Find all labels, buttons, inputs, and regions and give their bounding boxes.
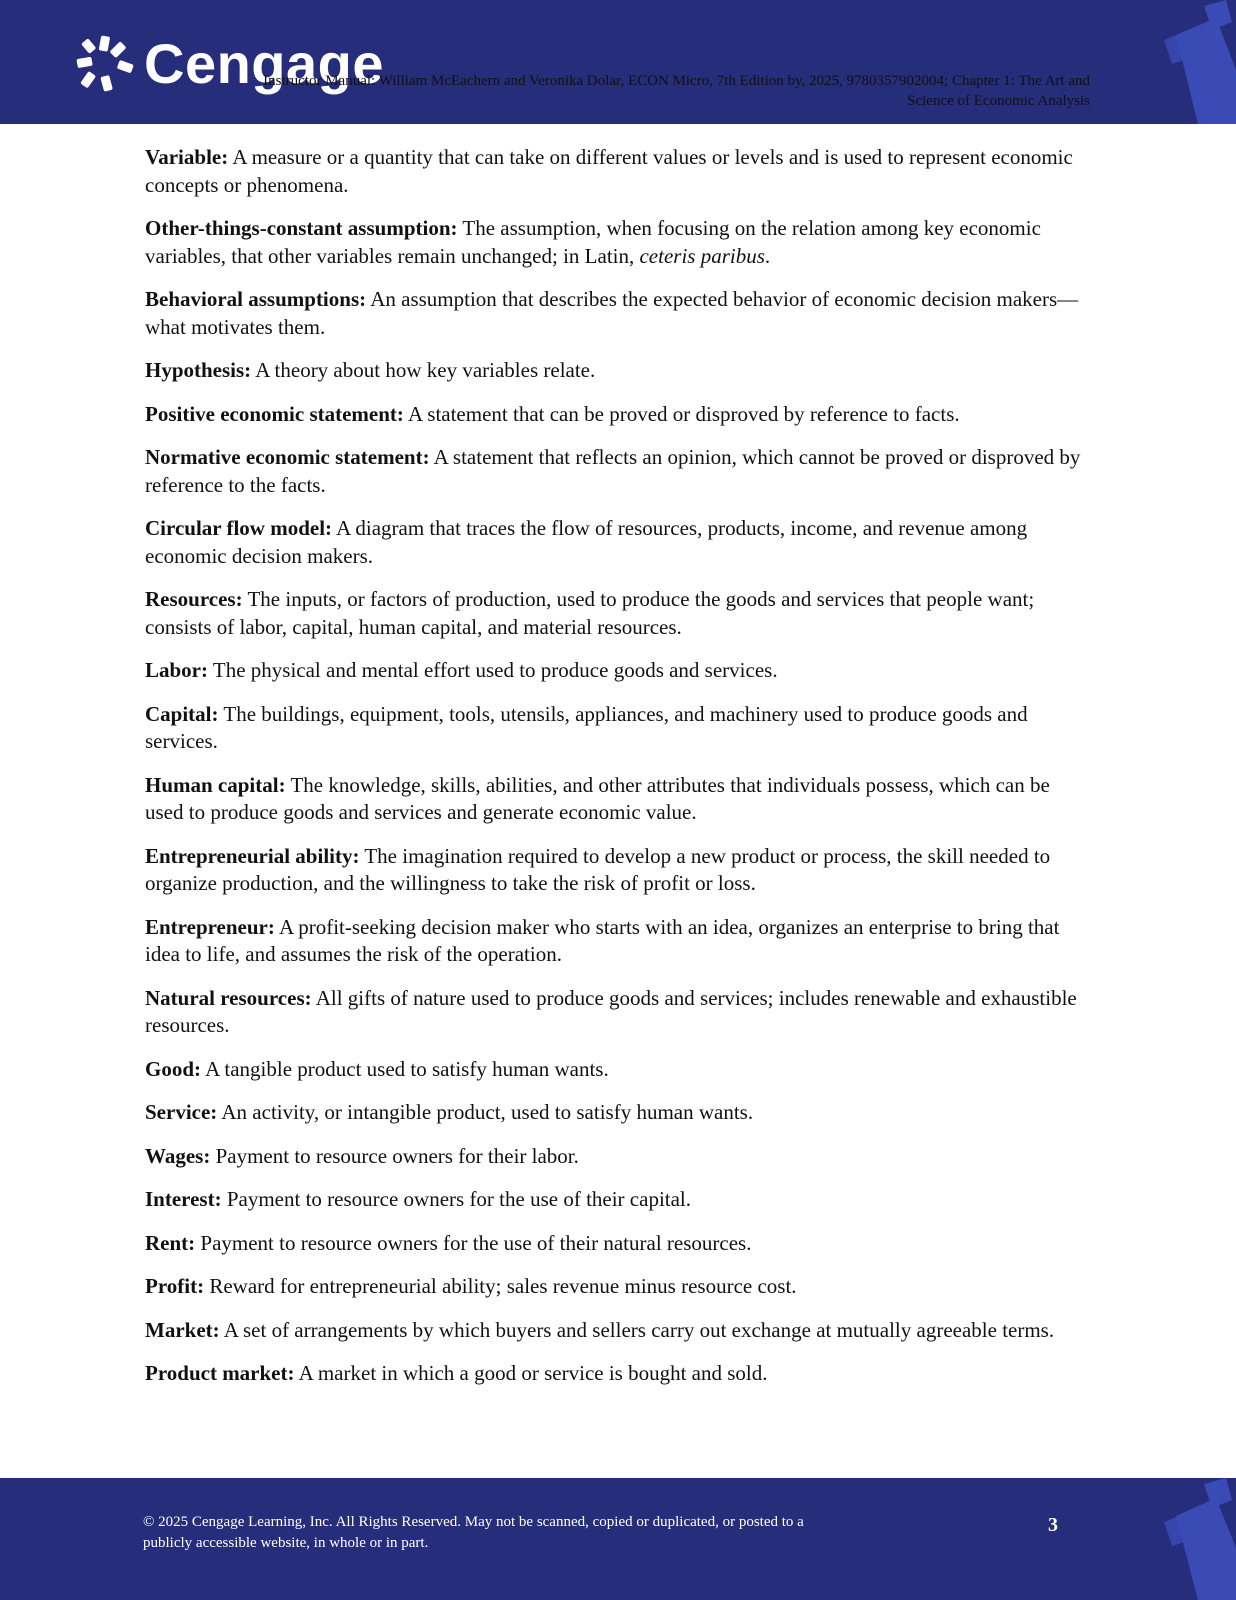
glossary-entry [145,843,1090,898]
glossary-term: Other-things-constant assumption: [145,216,458,240]
glossary-definition: The inputs, or factors of production, used to produce the goods and services that people want; consists of labor, capital, human capital, and material resources. [145,587,1035,639]
glossary-entry [145,515,1090,570]
glossary-definition: The assumption, when focusing on the relation among key economic variables, that other variables remain unchanged; in Latin, [145,216,1041,268]
glossary-term: Rent: [145,1230,196,1255]
glossary-definition: An assumption that describes the expected behavior of economic decision makers—what motivates them. [145,287,1079,339]
glossary-entry [145,1273,1090,1301]
glossary-list [145,144,1090,1404]
glossary-term: Entrepreneur: [145,914,275,939]
corner-decoration-icon [1146,0,1236,124]
glossary-entry [145,772,1090,827]
copyright-notice [143,1512,883,1554]
glossary-entry [145,701,1090,756]
glossary-entry [145,401,1090,429]
glossary-entry [145,215,1090,270]
glossary-definition: Payment to resource owners for their labor. [215,1143,579,1168]
footer-corner-decoration-icon [1146,1478,1236,1600]
glossary-definition: The knowledge, skills, abilities, and other attributes that individuals possess, which can be used to produce goods and services and generate economic value. [145,772,1050,824]
copyright-line-2: publicly accessible website, in whole or in part. [143,1535,429,1551]
glossary-entry [145,444,1090,499]
page-header [0,0,1236,124]
glossary-definition: A diagram that traces the flow of resources, products, income, and revenue among economic decision makers. [145,516,1028,568]
glossary-entry [145,286,1090,341]
glossary-term: Positive economic statement: [145,401,404,426]
glossary-term: Normative economic statement: [145,445,430,469]
glossary-end-punctuation: . [764,243,771,268]
glossary-term: Good: [145,1056,202,1081]
glossary-definition: Payment to resource owners for the use of their natural resources. [200,1230,752,1255]
glossary-entry [145,1143,1090,1171]
glossary-entry [145,985,1090,1040]
glossary-term: Market: [145,1317,220,1342]
glossary-italic-term: ceteris paribus [639,243,765,268]
glossary-entry [145,357,1090,385]
glossary-definition: The imagination required to develop a new product or process, the skill needed to organize production, and the willingness to take the risk of profit or loss. [145,843,1051,895]
glossary-entry [145,144,1090,199]
glossary-entry [145,657,1090,685]
glossary-term: Profit: [145,1274,205,1298]
brand-wordmark: Cengage [144,32,384,95]
glossary-definition: The physical and mental effort used to produce goods and services. [212,658,778,682]
glossary-term: Entrepreneurial ability: [145,843,360,868]
glossary-term: Circular flow model: [145,516,333,540]
glossary-term: Interest: [145,1187,222,1211]
glossary-definition: All gifts of nature used to produce goods and services; includes renewable and exhaustible resources. [145,985,1077,1037]
glossary-entry [145,1099,1090,1127]
glossary-definition: A statement that reflects an opinion, which cannot be proved or disproved by reference to the facts. [145,445,1081,497]
glossary-term: Hypothesis: [145,358,252,382]
glossary-term: Natural resources: [145,985,312,1010]
document-title-line-1: Instructor Manual: William McEachern and Veronika Dolar, ECON Micro, 7th Edition by, 2025, 9780357902004; Chapter 1: The Art and [263,73,1090,89]
glossary-definition: A market in which a good or service is bought and sold. [298,1361,768,1385]
glossary-term: Service: [145,1100,218,1124]
glossary-term: Wages: [145,1143,211,1168]
document-title [150,71,1090,111]
glossary-term: Capital: [145,701,219,726]
glossary-term: Behavioral assumptions: [145,287,367,311]
page-number: 3 [1048,1514,1058,1536]
glossary-entry [145,1230,1090,1258]
glossary-entry [145,586,1090,641]
document-title-line-2: Science of Economic Analysis [907,93,1090,109]
glossary-term: Resources: [145,587,243,611]
glossary-entry [145,1360,1090,1388]
glossary-definition: A theory about how key variables relate. [255,358,596,382]
glossary-term: Human capital: [145,772,286,797]
glossary-term: Labor: [145,658,208,682]
glossary-term: Variable: [145,145,229,169]
glossary-entry [145,1317,1090,1345]
glossary-definition: An activity, or intangible product, used to satisfy human wants. [221,1100,754,1124]
glossary-entry [145,914,1090,969]
page-footer [0,1478,1236,1600]
glossary-definition: Payment to resource owners for the use of their capital. [226,1187,692,1211]
glossary-definition: A profit-seeking decision maker who starts with an idea, organizes an enterprise to bring that idea to life, and assumes the risk of the operation. [145,914,1060,966]
glossary-entry [145,1186,1090,1214]
cengage-burst-icon [74,34,136,94]
glossary-definition: A statement that can be proved or disproved by reference to facts. [408,401,960,426]
glossary-definition: A measure or a quantity that can take on different values or levels and is used to represent economic concepts or phenomena. [145,145,1073,197]
copyright-line-1: © 2025 Cengage Learning, Inc. All Rights Reserved. May not be scanned, copied or duplicated, or posted to a [143,1514,804,1530]
glossary-definition: The buildings, equipment, tools, utensils, appliances, and machinery used to produce goods and services. [145,701,1028,753]
glossary-entry [145,1056,1090,1084]
glossary-definition: Reward for entrepreneurial ability; sales revenue minus resource cost. [209,1274,797,1298]
glossary-definition: A tangible product used to satisfy human wants. [205,1056,609,1081]
glossary-definition: A set of arrangements by which buyers and sellers carry out exchange at mutually agreeable terms. [223,1317,1055,1342]
glossary-term: Product market: [145,1361,295,1385]
